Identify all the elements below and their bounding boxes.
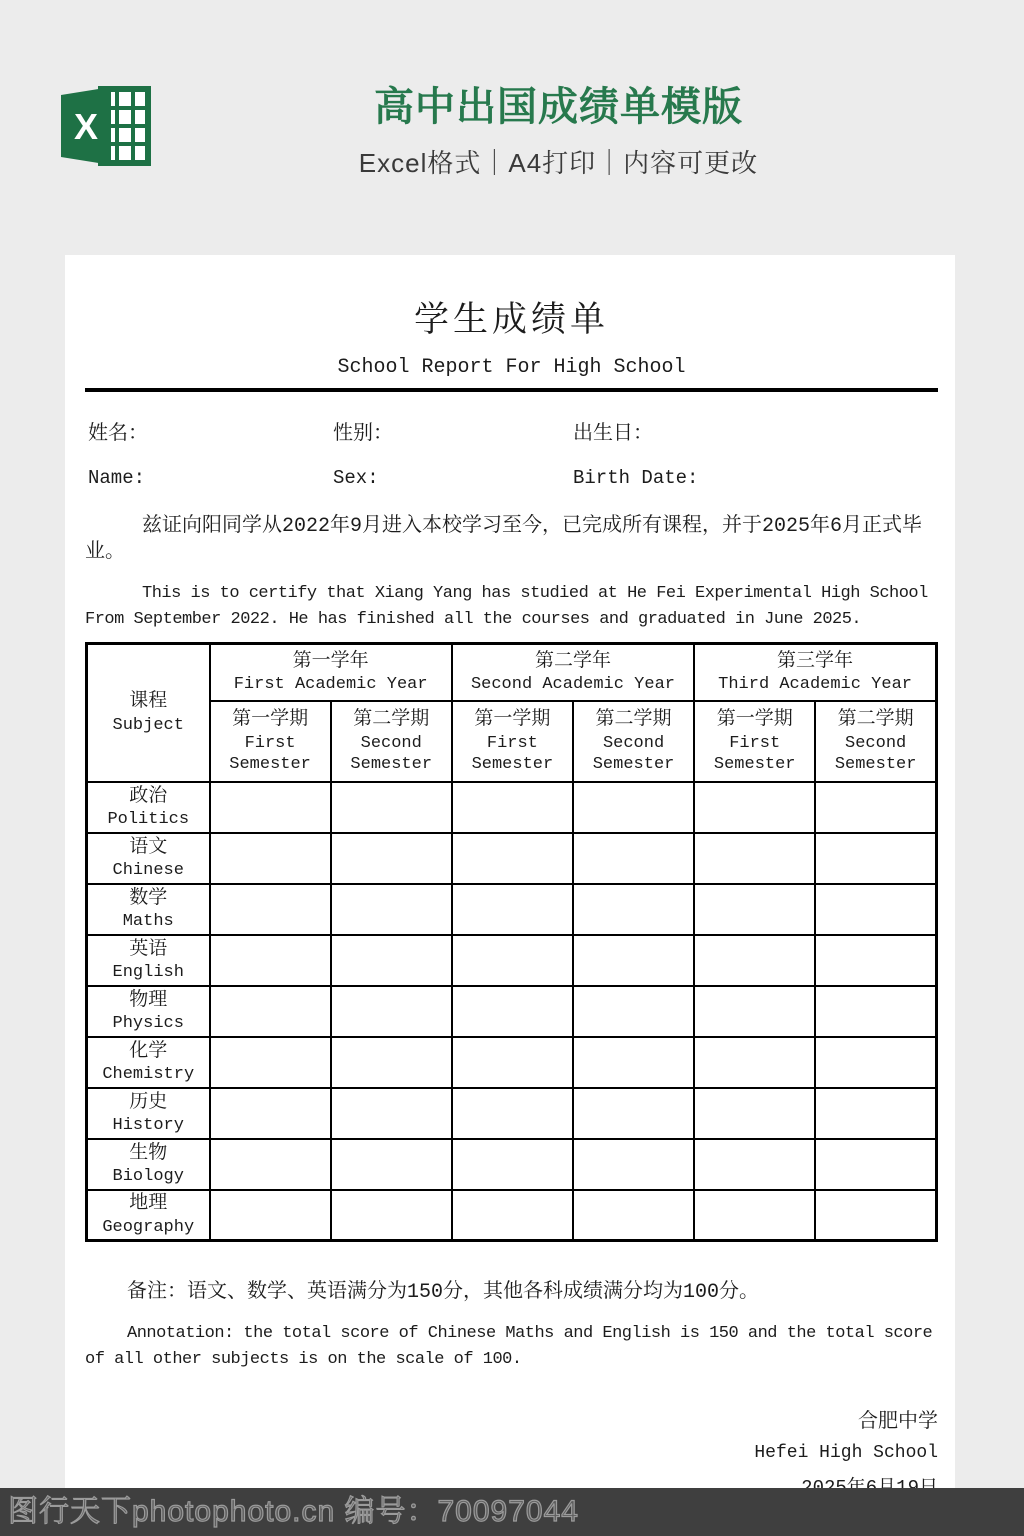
score-cell bbox=[331, 935, 452, 986]
score-cell bbox=[815, 884, 936, 935]
doc-title-zh: 学生成绩单 bbox=[413, 302, 609, 342]
semester-header-6: 第二学期 Second Semester bbox=[815, 701, 936, 782]
score-cell bbox=[452, 884, 573, 935]
score-cell bbox=[210, 1088, 331, 1139]
score-cell bbox=[573, 833, 694, 884]
score-cell bbox=[694, 1037, 815, 1088]
score-cell bbox=[694, 935, 815, 986]
score-cell bbox=[331, 833, 452, 884]
name-label-zh: 姓名： bbox=[88, 423, 148, 446]
semester-header-5: 第一学期 First Semester bbox=[694, 701, 815, 782]
sex-label-en: Sex: bbox=[333, 467, 379, 489]
score-cell bbox=[815, 1139, 936, 1190]
score-cell bbox=[331, 1190, 452, 1241]
score-cell bbox=[815, 1037, 936, 1088]
score-cell bbox=[815, 1088, 936, 1139]
subject-row-geography bbox=[87, 1190, 937, 1241]
excel-icon-letter: X bbox=[73, 106, 99, 147]
subject-column-header bbox=[87, 644, 210, 782]
subject-cell: 政治 Politics bbox=[87, 782, 210, 833]
score-cell bbox=[815, 833, 936, 884]
sex-label-zh: 性别： bbox=[333, 423, 393, 446]
year-header-3 bbox=[694, 644, 936, 701]
subject-row-biology bbox=[87, 1139, 937, 1190]
score-cell bbox=[694, 1088, 815, 1139]
score-cell bbox=[452, 986, 573, 1037]
score-cell bbox=[210, 1139, 331, 1190]
school-name-zh: 合肥中学 bbox=[858, 1411, 938, 1434]
doc-title-en: School Report For High School bbox=[337, 356, 686, 379]
subject-cell: 语文 Chinese bbox=[87, 833, 210, 884]
semester-header-3: 第一学期 First Semester bbox=[452, 701, 573, 782]
score-cell bbox=[452, 782, 573, 833]
annotation-en: Annotation: the total score of Chinese Maths and English is 150 and the total score of all other subjects is on the scale of 100. bbox=[85, 1324, 933, 1369]
poster-title: 高中出国成绩单模版 bbox=[374, 85, 743, 129]
annotation-zh: 备注：语文、数学、英语满分为150分，其他各科成绩满分均为100分。 bbox=[127, 1281, 760, 1304]
score-cell bbox=[694, 986, 815, 1037]
student-fields bbox=[85, 416, 938, 489]
score-cell bbox=[694, 782, 815, 833]
year-header-2 bbox=[452, 644, 694, 701]
subject-header-en: Subject bbox=[112, 715, 184, 735]
score-cell bbox=[573, 935, 694, 986]
subject-cell: 英语 English bbox=[87, 935, 210, 986]
subject-cell: 历史 History bbox=[87, 1088, 210, 1139]
score-cell bbox=[452, 935, 573, 986]
signature-block bbox=[85, 1404, 938, 1499]
subject-row-maths bbox=[87, 884, 937, 935]
score-cell bbox=[210, 1037, 331, 1088]
score-cell bbox=[815, 782, 936, 833]
score-cell bbox=[573, 1088, 694, 1139]
score-cell bbox=[573, 782, 694, 833]
subject-row-chemistry bbox=[87, 1037, 937, 1088]
score-cell bbox=[331, 1037, 452, 1088]
score-cell bbox=[210, 884, 331, 935]
certification-text-zh: 兹证向阳同学从2022年9月进入本校学习至今，已完成所有课程，并于2025年6月正式毕业。 bbox=[85, 515, 923, 564]
semester-header-row bbox=[87, 701, 937, 782]
score-cell bbox=[573, 1037, 694, 1088]
score-cell bbox=[815, 1190, 936, 1241]
semester-header-1: 第一学期 First Semester bbox=[210, 701, 331, 782]
year-1-en: First Academic Year bbox=[233, 675, 428, 695]
score-cell bbox=[573, 1139, 694, 1190]
year-header-row bbox=[87, 644, 937, 701]
certification-text-en: This is to certify that Xiang Yang has studied at He Fei Experimental High School From September 2022. He has finished all the courses and graduated in June 2025. bbox=[85, 584, 928, 629]
score-cell bbox=[331, 884, 452, 935]
birth-label-en: Birth Date: bbox=[573, 467, 699, 489]
name-label-en: Name: bbox=[88, 467, 146, 489]
score-cell bbox=[331, 986, 452, 1037]
score-cell bbox=[210, 986, 331, 1037]
year-header-1 bbox=[210, 644, 452, 701]
watermark-bar bbox=[0, 1488, 1024, 1536]
title-divider bbox=[85, 388, 938, 392]
year-2-zh: 第二学年 bbox=[534, 649, 611, 672]
poster-header bbox=[57, 84, 1024, 180]
score-cell bbox=[815, 986, 936, 1037]
score-cell bbox=[452, 1037, 573, 1088]
score-cell bbox=[452, 1139, 573, 1190]
semester-header-4: 第二学期 Second Semester bbox=[573, 701, 694, 782]
score-cell bbox=[694, 1190, 815, 1241]
subject-cell: 物理 Physics bbox=[87, 986, 210, 1037]
subject-header-zh: 课程 bbox=[129, 690, 168, 713]
semester-header-2: 第二学期 Second Semester bbox=[331, 701, 452, 782]
score-cell bbox=[331, 1139, 452, 1190]
score-cell bbox=[694, 833, 815, 884]
subject-row-english bbox=[87, 935, 937, 986]
subject-cell: 地理 Geography bbox=[87, 1190, 210, 1241]
subject-cell: 化学 Chemistry bbox=[87, 1037, 210, 1088]
school-name-en: Hefei High School bbox=[754, 1443, 938, 1463]
year-1-zh: 第一学年 bbox=[292, 649, 369, 672]
year-3-en: Third Academic Year bbox=[718, 675, 912, 695]
year-3-zh: 第三学年 bbox=[777, 649, 854, 672]
score-cell bbox=[694, 884, 815, 935]
subject-cell: 生物 Biology bbox=[87, 1139, 210, 1190]
score-cell bbox=[452, 833, 573, 884]
watermark-text: 图行天下photophoto.cn 编号：70097044 bbox=[8, 1495, 579, 1528]
score-cell bbox=[210, 1190, 331, 1241]
score-cell bbox=[331, 782, 452, 833]
score-cell bbox=[694, 1139, 815, 1190]
score-cell bbox=[210, 935, 331, 986]
year-2-en: Second Academic Year bbox=[470, 675, 675, 695]
poster-subtitle: Excel格式｜A4打印｜内容可更改 bbox=[358, 148, 759, 178]
subject-row-politics bbox=[87, 782, 937, 833]
score-cell bbox=[573, 1190, 694, 1241]
score-cell bbox=[573, 884, 694, 935]
birth-label-zh: 出生日： bbox=[573, 423, 653, 446]
score-cell bbox=[452, 1088, 573, 1139]
subject-row-chinese bbox=[87, 833, 937, 884]
score-cell bbox=[815, 935, 936, 986]
score-cell bbox=[210, 782, 331, 833]
subject-row-history bbox=[87, 1088, 937, 1139]
subject-cell: 数学 Maths bbox=[87, 884, 210, 935]
transcript-document bbox=[65, 255, 955, 1488]
score-cell bbox=[331, 1088, 452, 1139]
score-cell bbox=[452, 1190, 573, 1241]
subject-row-physics bbox=[87, 986, 937, 1037]
score-table bbox=[85, 642, 938, 1242]
score-cell bbox=[573, 986, 694, 1037]
excel-icon bbox=[57, 84, 153, 168]
poster-header-text bbox=[153, 84, 964, 180]
score-cell bbox=[210, 833, 331, 884]
